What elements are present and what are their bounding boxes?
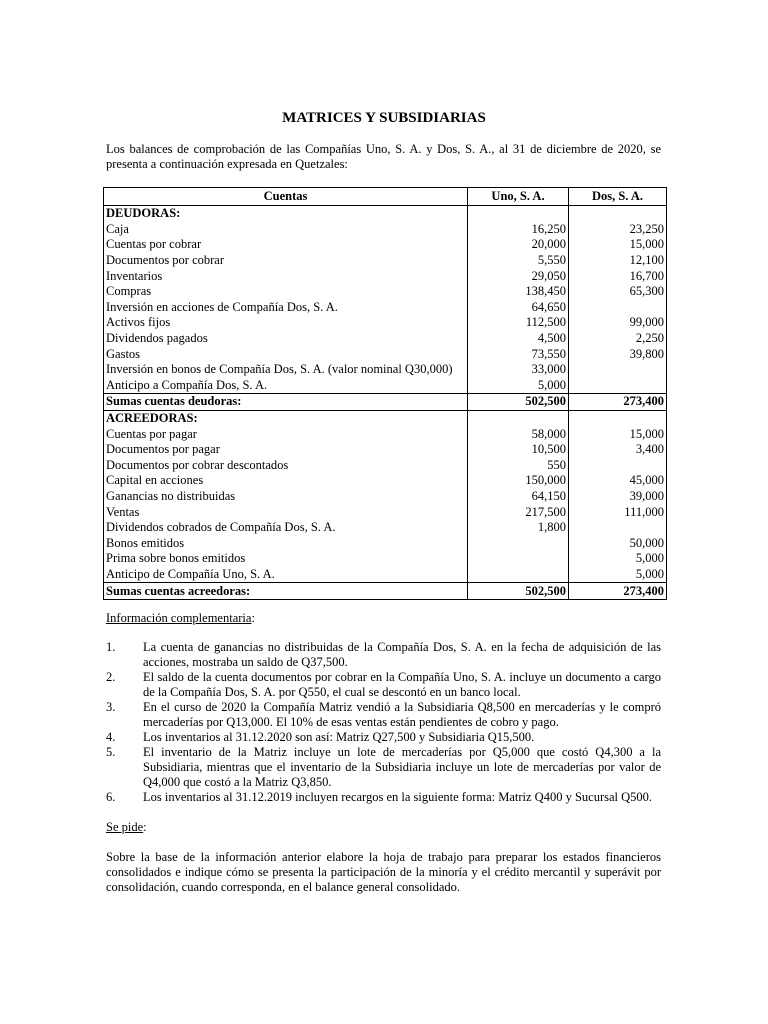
table-row [104, 222, 667, 238]
note-text: En el curso de 2020 la Compañía Matriz vendió a la Subsidiaria Q8,500 en mercaderías y le compró mercaderías por Q13,000. El 10% de esas ventas están pendientes de cobro y pago. [143, 700, 661, 729]
dos-amount-cell: 273,400 [569, 394, 667, 411]
table-row [104, 489, 667, 505]
uno-amount-cell [468, 567, 569, 583]
complementary-notes-list [106, 640, 661, 805]
uno-amount-cell: 4,500 [468, 331, 569, 347]
uno-amount-cell: 138,450 [468, 284, 569, 300]
account-name-cell: Dividendos cobrados de Compañía Dos, S. A. [104, 520, 468, 536]
dos-amount-cell: 5,000 [569, 551, 667, 567]
account-name-cell: Dividendos pagados [104, 331, 468, 347]
account-name-cell: Sumas cuentas acreedoras: [104, 583, 468, 600]
uno-amount-cell: 64,650 [468, 300, 569, 316]
table-row [104, 268, 667, 284]
table-row [104, 442, 667, 458]
table-row [104, 284, 667, 300]
uno-amount-cell: 5,000 [468, 378, 569, 394]
note-text: La cuenta de ganancias no distribuidas de la Compañía Dos, S. A. en la fecha de adquisición de las acciones, mostraba un saldo de Q37,500. [143, 640, 661, 669]
account-name-cell: Documentos por cobrar descontados [104, 458, 468, 474]
table-row [104, 300, 667, 316]
table-row [104, 253, 667, 269]
table-row [104, 346, 667, 362]
table-row [104, 473, 667, 489]
table-row [104, 237, 667, 253]
requirement-heading-colon: : [143, 820, 147, 834]
trial-balance-table [103, 187, 667, 600]
dos-amount-cell: 23,250 [569, 222, 667, 238]
uno-amount-cell: 73,550 [468, 346, 569, 362]
dos-amount-cell: 16,700 [569, 268, 667, 284]
list-item [106, 745, 661, 790]
uno-amount-cell [468, 410, 569, 426]
note-text: Los inventarios al 31.12.2019 incluyen recargos en la siguiente forma: Matriz Q400 y Sucursal Q500. [143, 790, 653, 804]
dos-amount-cell: 50,000 [569, 535, 667, 551]
table-row [104, 551, 667, 567]
uno-amount-cell: 1,800 [468, 520, 569, 536]
total-row [104, 394, 667, 411]
dos-amount-cell: 3,400 [569, 442, 667, 458]
account-name-cell: Inversión en bonos de Compañía Dos, S. A. (valor nominal Q30,000) [104, 362, 468, 378]
account-name-cell: Documentos por pagar [104, 442, 468, 458]
closing-paragraph: Sobre la base de la información anterior elabore la hoja de trabajo para preparar los estados financieros consolidados e indique cómo se presenta la participación de la minoría y el crédito mercantil y superávit por consolidación, cuando corresponda, en el balance general consolidado. [106, 850, 661, 894]
account-name-cell: Prima sobre bonos emitidos [104, 551, 468, 567]
dos-amount-cell: 99,000 [569, 315, 667, 331]
table-row [104, 378, 667, 394]
account-name-cell: Compras [104, 284, 468, 300]
dos-amount-cell [569, 378, 667, 394]
table-body [104, 206, 667, 600]
complementary-heading [106, 611, 255, 626]
header-accounts: Cuentas [104, 188, 468, 206]
account-name-cell: Gastos [104, 346, 468, 362]
note-text: El inventario de la Matriz incluye un lote de mercaderías por Q5,000 que costó Q4,300 a la Subsidiaria, mientras que el inventario de la Subsidiaria incluye un lote de mercaderías por valor de Q4,000 que costó a la Matriz Q3,850. [143, 745, 661, 789]
account-name-cell: Cuentas por cobrar [104, 237, 468, 253]
section-row [104, 206, 667, 222]
account-name-cell: Sumas cuentas deudoras: [104, 394, 468, 411]
account-name-cell: Anticipo a Compañía Dos, S. A. [104, 378, 468, 394]
uno-amount-cell: 20,000 [468, 237, 569, 253]
account-name-cell: Cuentas por pagar [104, 426, 468, 442]
dos-amount-cell: 45,000 [569, 473, 667, 489]
account-name-cell: Inventarios [104, 268, 468, 284]
note-text: El saldo de la cuenta documentos por cobrar en la Compañía Uno, S. A. incluye un documento a cargo de la Compañía Dos, S. A. por Q550, el cual se descontó en un banco local. [143, 670, 661, 699]
note-number: 1. [106, 640, 116, 654]
dos-amount-cell: 15,000 [569, 426, 667, 442]
uno-amount-cell [468, 551, 569, 567]
table-header-row [104, 188, 667, 206]
uno-amount-cell: 16,250 [468, 222, 569, 238]
dos-amount-cell: 12,100 [569, 253, 667, 269]
dos-amount-cell [569, 300, 667, 316]
uno-amount-cell: 29,050 [468, 268, 569, 284]
document-title: MATRICES Y SUBSIDIARIAS [282, 110, 486, 126]
uno-amount-cell: 33,000 [468, 362, 569, 378]
table-row [104, 504, 667, 520]
uno-amount-cell: 502,500 [468, 394, 569, 411]
dos-amount-cell: 111,000 [569, 504, 667, 520]
total-row [104, 583, 667, 600]
list-item [106, 730, 661, 745]
account-name-cell: Activos fijos [104, 315, 468, 331]
table-row [104, 331, 667, 347]
note-number: 4. [106, 730, 116, 744]
list-item [106, 700, 661, 730]
table-row [104, 520, 667, 536]
complementary-heading-colon: : [251, 611, 255, 625]
table-row [104, 315, 667, 331]
note-number: 6. [106, 790, 116, 804]
list-item [106, 640, 661, 670]
dos-amount-cell: 5,000 [569, 567, 667, 583]
uno-amount-cell [468, 535, 569, 551]
note-number: 5. [106, 745, 116, 759]
uno-amount-cell: 64,150 [468, 489, 569, 505]
account-name-cell: Documentos por cobrar [104, 253, 468, 269]
dos-amount-cell: 65,300 [569, 284, 667, 300]
uno-amount-cell: 5,550 [468, 253, 569, 269]
uno-amount-cell: 58,000 [468, 426, 569, 442]
intro-paragraph: Los balances de comprobación de las Compañías Uno, S. A. y Dos, S. A., al 31 de diciembre de 2020, se presenta a continuación expresada en Quetzales: [106, 142, 661, 171]
dos-amount-cell: 2,250 [569, 331, 667, 347]
uno-amount-cell: 217,500 [468, 504, 569, 520]
dos-amount-cell [569, 520, 667, 536]
account-name-cell: Ventas [104, 504, 468, 520]
account-name-cell: Inversión en acciones de Compañía Dos, S. A. [104, 300, 468, 316]
complementary-heading-text: Información complementaria [106, 611, 252, 625]
dos-amount-cell: 39,000 [569, 489, 667, 505]
dos-amount-cell [569, 458, 667, 474]
table-row [104, 426, 667, 442]
uno-amount-cell: 502,500 [468, 583, 569, 600]
uno-amount-cell: 150,000 [468, 473, 569, 489]
dos-amount-cell [569, 362, 667, 378]
dos-amount-cell: 39,800 [569, 346, 667, 362]
header-uno: Uno, S. A. [468, 188, 569, 206]
table-row [104, 535, 667, 551]
uno-amount-cell: 550 [468, 458, 569, 474]
list-item [106, 790, 661, 805]
list-item [106, 670, 661, 700]
section-row [104, 410, 667, 426]
uno-amount-cell: 112,500 [468, 315, 569, 331]
note-text: Los inventarios al 31.12.2020 son así: Matriz Q27,500 y Subsidiaria Q15,500. [143, 730, 535, 744]
note-number: 2. [106, 670, 116, 684]
account-name-cell: Bonos emitidos [104, 535, 468, 551]
note-number: 3. [106, 700, 116, 714]
account-name-cell: Capital en acciones [104, 473, 468, 489]
account-name-cell: Caja [104, 222, 468, 238]
dos-amount-cell [569, 410, 667, 426]
dos-amount-cell [569, 206, 667, 222]
account-name-cell: Ganancias no distribuidas [104, 489, 468, 505]
account-name-cell: Anticipo de Compañía Uno, S. A. [104, 567, 468, 583]
account-name-cell: ACREEDORAS: [104, 410, 468, 426]
requirement-heading-text: Se pide [106, 820, 144, 834]
requirement-heading [106, 820, 147, 835]
uno-amount-cell [468, 206, 569, 222]
dos-amount-cell: 273,400 [569, 583, 667, 600]
table-row [104, 362, 667, 378]
account-name-cell: DEUDORAS: [104, 206, 468, 222]
header-dos: Dos, S. A. [569, 188, 667, 206]
uno-amount-cell: 10,500 [468, 442, 569, 458]
table-row [104, 567, 667, 583]
table-row [104, 458, 667, 474]
dos-amount-cell: 15,000 [569, 237, 667, 253]
